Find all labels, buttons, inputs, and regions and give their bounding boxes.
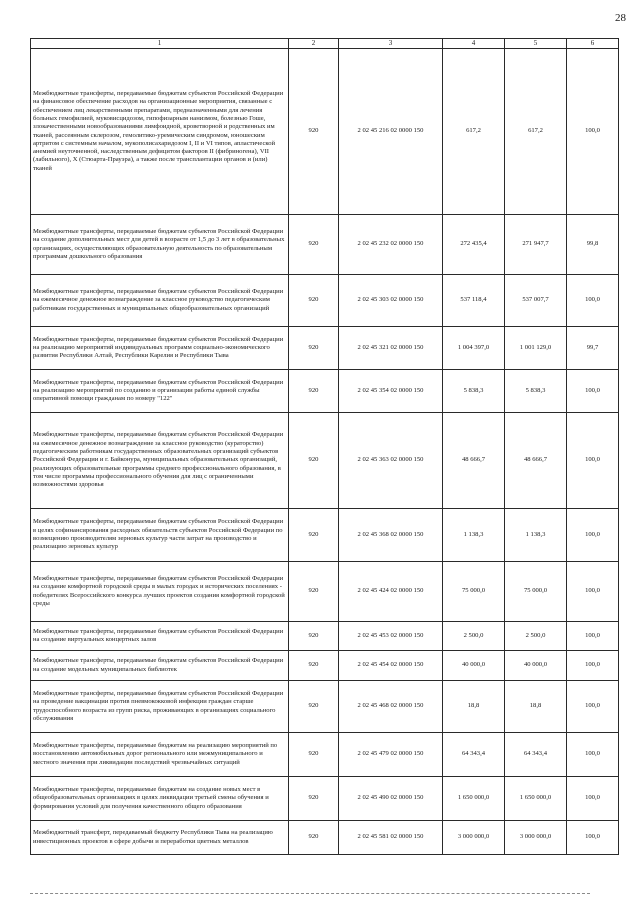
table-body (31, 49, 619, 855)
row-budget-code: 2 02 45 424 02 0000 150 (339, 562, 443, 622)
row-admin-code: 920 (289, 651, 339, 681)
row-execution-percent: 100,0 (567, 509, 619, 562)
row-admin-code: 920 (289, 370, 339, 413)
row-execution-percent: 100,0 (567, 413, 619, 509)
row-admin-code: 920 (289, 821, 339, 855)
table-row (31, 821, 619, 855)
row-budget-code: 2 02 45 321 02 0000 150 (339, 327, 443, 370)
row-execution-percent: 100,0 (567, 777, 619, 821)
row-admin-code: 920 (289, 215, 339, 275)
row-planned-amount: 272 435,4 (443, 215, 505, 275)
row-admin-code: 920 (289, 733, 339, 777)
row-description: Межбюджетный трансферт, передаваемый бюджету Республики Тыва на реализацию инвестиционных проектов в сфере добычи и переработки цветных металлов (31, 821, 289, 855)
row-description: Межбюджетные трансферты, передаваемые бюджетам на создание новых мест в общеобразовательных организациях в целях ликвидации третьей смены обучения и формирования условий для получения качественного общего образования (31, 777, 289, 821)
header-col-4: 4 (443, 39, 505, 49)
row-execution-percent: 100,0 (567, 275, 619, 327)
row-budget-code: 2 02 45 232 02 0000 150 (339, 215, 443, 275)
header-col-6: 6 (567, 39, 619, 49)
page-number: 28 (615, 12, 626, 24)
row-budget-code: 2 02 45 453 02 0000 150 (339, 622, 443, 651)
table-header-row (31, 39, 619, 49)
table-row (31, 49, 619, 215)
row-executed-amount: 271 947,7 (505, 215, 567, 275)
row-execution-percent: 100,0 (567, 370, 619, 413)
row-planned-amount: 2 500,0 (443, 622, 505, 651)
row-budget-code: 2 02 45 363 02 0000 150 (339, 413, 443, 509)
row-budget-code: 2 02 45 490 02 0000 150 (339, 777, 443, 821)
row-executed-amount: 1 138,3 (505, 509, 567, 562)
table-row (31, 681, 619, 733)
table-row (31, 509, 619, 562)
header-col-5: 5 (505, 39, 567, 49)
row-planned-amount: 5 838,3 (443, 370, 505, 413)
row-budget-code: 2 02 45 454 02 0000 150 (339, 651, 443, 681)
row-description: Межбюджетные трансферты, передаваемые бюджетам субъектов Российской Федерации на ежемесячное денежное вознаграждение за классное руководство педагогическим работникам государственных и муниципальных общеобразовательных организаций (31, 275, 289, 327)
row-budget-code: 2 02 45 468 02 0000 150 (339, 681, 443, 733)
row-budget-code: 2 02 45 581 02 0000 150 (339, 821, 443, 855)
row-description: Межбюджетные трансферты, передаваемые бюджетам субъектов Российской Федерации на создание виртуальных концертных залов (31, 622, 289, 651)
row-executed-amount: 5 838,3 (505, 370, 567, 413)
row-admin-code: 920 (289, 327, 339, 370)
table-row (31, 327, 619, 370)
row-planned-amount: 48 666,7 (443, 413, 505, 509)
footer-dashed-line (30, 893, 590, 894)
table-row (31, 370, 619, 413)
row-description: Межбюджетные трансферты, передаваемые бюджетам субъектов Российской Федерации на ежемесячное денежное вознаграждение за классное руководство (кураторство) педагогическим работникам государственных образовательных организаций субъектов Российской Федерации и г. Байконура, муниципальных образовательных организаций, реализующих образовательные программы среднего профессионального образования, в том числе программы профессионального обучения для лиц с ограниченными возможностями здоровья (31, 413, 289, 509)
row-execution-percent: 100,0 (567, 681, 619, 733)
row-description: Межбюджетные трансферты, передаваемые бюджетам субъектов Российской Федерации на создание модельных муниципальных библиотек (31, 651, 289, 681)
row-execution-percent: 100,0 (567, 651, 619, 681)
row-executed-amount: 48 666,7 (505, 413, 567, 509)
row-executed-amount: 18,8 (505, 681, 567, 733)
row-admin-code: 920 (289, 681, 339, 733)
row-execution-percent: 100,0 (567, 622, 619, 651)
row-executed-amount: 40 000,0 (505, 651, 567, 681)
row-planned-amount: 1 650 000,0 (443, 777, 505, 821)
table-row (31, 777, 619, 821)
row-planned-amount: 537 118,4 (443, 275, 505, 327)
row-admin-code: 920 (289, 622, 339, 651)
table-row (31, 562, 619, 622)
header-col-1: 1 (31, 39, 289, 49)
row-planned-amount: 75 000,0 (443, 562, 505, 622)
row-executed-amount: 2 500,0 (505, 622, 567, 651)
table-row (31, 733, 619, 777)
row-executed-amount: 64 343,4 (505, 733, 567, 777)
row-executed-amount: 617,2 (505, 49, 567, 215)
row-description: Межбюджетные трансферты, передаваемые бюджетам субъектов Российской Федерации на реализацию мероприятий индивидуальных программ социально-экономического развития Республики Алтай, Республики Карелия и Республики Тыва (31, 327, 289, 370)
row-executed-amount: 1 650 000,0 (505, 777, 567, 821)
row-executed-amount: 3 000 000,0 (505, 821, 567, 855)
row-planned-amount: 617,2 (443, 49, 505, 215)
table-row (31, 215, 619, 275)
row-execution-percent: 100,0 (567, 562, 619, 622)
header-col-2: 2 (289, 39, 339, 49)
row-description: Межбюджетные трансферты, передаваемые бюджетам субъектов Российской Федерации на финансовое обеспечение расходов на организационные мероприятия, связанные с обеспечением лиц лекарственными препаратами, предназначенными для лечения больных гемофилией, муковисцидозом, гипофизарным нанизмом, болезнью Гоше, злокачественными новообразованиями лимфоидной, кроветворной и родственных им тканей, рассеянным склерозом, гемолитико-уремическим синдромом, юношеским артритом с системным началом, мукополисахаридозом I, II и VI типов, апластической анемией неуточненной, наследственным дефицитом факторов II (фибриногена), VII (лабильного), X (Стюарта-Прауэра), а также после трансплантации органов и (или) тканей (31, 49, 289, 215)
row-budget-code: 2 02 45 368 02 0000 150 (339, 509, 443, 562)
row-executed-amount: 1 001 129,0 (505, 327, 567, 370)
table-row (31, 651, 619, 681)
row-executed-amount: 537 007,7 (505, 275, 567, 327)
row-admin-code: 920 (289, 413, 339, 509)
row-admin-code: 920 (289, 562, 339, 622)
row-description: Межбюджетные трансферты, передаваемые бюджетам субъектов Российской Федерации на реализацию мероприятий по созданию и организации работы единой службы оперативной помощи гражданам по номеру "122" (31, 370, 289, 413)
table-row (31, 275, 619, 327)
row-budget-code: 2 02 45 216 02 0000 150 (339, 49, 443, 215)
row-admin-code: 920 (289, 509, 339, 562)
row-planned-amount: 40 000,0 (443, 651, 505, 681)
row-execution-percent: 99,8 (567, 215, 619, 275)
row-description: Межбюджетные трансферты, передаваемые бюджетам на реализацию мероприятий по восстановлению автомобильных дорог регионального или межмуниципального и местного значения при ликвидации последствий чрезвычайных ситуаций (31, 733, 289, 777)
row-planned-amount: 64 343,4 (443, 733, 505, 777)
header-col-3: 3 (339, 39, 443, 49)
row-planned-amount: 1 004 397,0 (443, 327, 505, 370)
row-admin-code: 920 (289, 275, 339, 327)
row-execution-percent: 99,7 (567, 327, 619, 370)
row-budget-code: 2 02 45 479 02 0000 150 (339, 733, 443, 777)
row-description: Межбюджетные трансферты, передаваемые бюджетам субъектов Российской Федерации в целях софинансирования расходных обязательств субъектов Российской Федерации по возмещению производителям зерновых культур части затрат на производство и реализацию зерновых культур (31, 509, 289, 562)
table-row (31, 413, 619, 509)
row-description: Межбюджетные трансферты, передаваемые бюджетам субъектов Российской Федерации на создание дополнительных мест для детей в возрасте от 1,5 до 3 лет в образовательных организациях, осуществляющих образовательную деятельность по образовательным программам дошкольного образования (31, 215, 289, 275)
row-planned-amount: 1 138,3 (443, 509, 505, 562)
row-admin-code: 920 (289, 777, 339, 821)
row-planned-amount: 18,8 (443, 681, 505, 733)
row-admin-code: 920 (289, 49, 339, 215)
row-budget-code: 2 02 45 354 02 0000 150 (339, 370, 443, 413)
row-description: Межбюджетные трансферты, передаваемые бюджетам субъектов Российской Федерации на создание комфортной городской среды в малых городах и исторических поселениях - победителях Всероссийского конкурса лучших проектов создания комфортной городской среды (31, 562, 289, 622)
row-execution-percent: 100,0 (567, 733, 619, 777)
row-description: Межбюджетные трансферты, передаваемые бюджетам субъектов Российской Федерации на проведение вакцинации против пневмококковой инфекции граждан старше трудоспособного возраста из групп риска, проживающих в организациях социального обслуживания (31, 681, 289, 733)
row-execution-percent: 100,0 (567, 49, 619, 215)
row-budget-code: 2 02 45 303 02 0000 150 (339, 275, 443, 327)
table-row (31, 622, 619, 651)
row-execution-percent: 100,0 (567, 821, 619, 855)
row-executed-amount: 75 000,0 (505, 562, 567, 622)
budget-table (30, 38, 619, 855)
row-planned-amount: 3 000 000,0 (443, 821, 505, 855)
